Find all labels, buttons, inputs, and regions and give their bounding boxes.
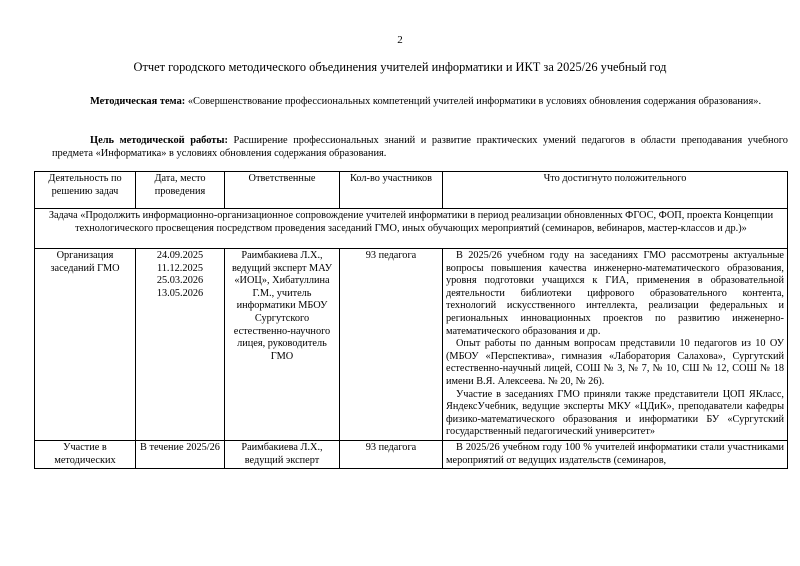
date-4: 13.05.2026 (156, 287, 204, 299)
task-row (35, 209, 788, 249)
work-goal-label: Цель методической работы: (90, 135, 228, 146)
page-number: 2 (397, 34, 403, 46)
report-table (34, 171, 788, 469)
header-responsible: Ответственные (225, 172, 340, 209)
result-paragraph-1: В 2025/26 учебном году 100 % учителей информатики стали участниками мероприятий от ведущих издательств (семинаров, (446, 441, 784, 466)
row-dates: В течение 2025/26 (136, 440, 225, 468)
date-2: 11.12.2025 (157, 262, 203, 274)
row-responsible: Раимбакиева Л.Х., ведущий эксперт (225, 440, 340, 468)
result-paragraph-3: Участие в заседаниях ГМО приняли также представители ЦОП ЯКласс, ЯндексУчебник, ведущие эксперты МКУ «ЦДиК», преподаватели кафедры физико-математического образования и информатики БУ «Сургутский государственный педагогический университет» (446, 388, 784, 438)
task-text: Задача «Продолжить информационно-организационное сопровождение учителей информатики в период реализации обновленных ФГОС, ФОП, проекта Концепции технологического просвещения посредством проведения заседаний ГМО, иных обучающих мероприятий (семинаров, вебинаров, мастер-классов и др.)» (35, 209, 788, 249)
table-header-row (35, 172, 788, 209)
result-paragraph-1: В 2025/26 учебном году на заседаниях ГМО рассмотрены актуальные вопросы повышения качества инженерно-математического образования, уровня подготовки учащихся к ГИА, применения в образовательной деятельности библиотеки цифрового образовательного контента, технологий искусственного интеллекта, реализации федеральных и региональных инновационных проектов по развитию инженерно-математического образования и др. (446, 250, 784, 337)
methodical-theme-text: «Совершенствование профессиональных компетенций учителей информатики в условиях обновления содержания образования». (185, 96, 762, 107)
result-paragraph-2: Опыт работы по данным вопросам представили 10 педагогов из 10 ОУ (МБОУ «Перспектива», гимназия «Лаборатория Салахова», Сургутский естественно-научный лицей, СОШ № 3, № 7, № 10, СШ № 12, СОШ № 18 имени В.Я. Алексеева. № 20, № 26). (446, 338, 784, 387)
methodical-theme (52, 95, 788, 108)
row-results (443, 440, 788, 468)
table-row (35, 440, 788, 468)
row-activity: Организация заседаний ГМО (35, 249, 136, 441)
row-participants: 93 педагога (340, 249, 443, 441)
date-3: 25.03.2026 (156, 275, 204, 287)
report-title: Отчет городского методического объединения учителей информатики и ИКТ за 2025/26 учебный год (133, 60, 667, 74)
row-results (443, 249, 788, 441)
header-results: Что достигнуто положительного (443, 172, 788, 209)
header-participants: Кол-во участников (340, 172, 443, 209)
row-dates (136, 249, 225, 441)
row-activity: Участие в методических (35, 440, 136, 468)
row-responsible: Раимбакиева Л.Х., ведущий эксперт МАУ «ИОЦ», Хибатуллина Г.М., учитель информатики МБОУ Сургутского естественно-научного лицея, руководитель ГМО (225, 249, 340, 441)
methodical-theme-label: Методическая тема: (90, 96, 186, 107)
row-participants: 93 педагога (340, 440, 443, 468)
work-goal (52, 134, 788, 160)
header-activity: Деятельность по решению задач (35, 172, 136, 209)
date-1: 24.09.2025 (156, 250, 204, 261)
work-goal-text: Расширение профессиональных знаний и развитие практических умений педагогов в области преподавания учебного предмета «Информатика» в условиях обновления содержания образования. (52, 135, 788, 159)
header-date-place: Дата, место проведения (136, 172, 225, 209)
table-row (35, 249, 788, 441)
